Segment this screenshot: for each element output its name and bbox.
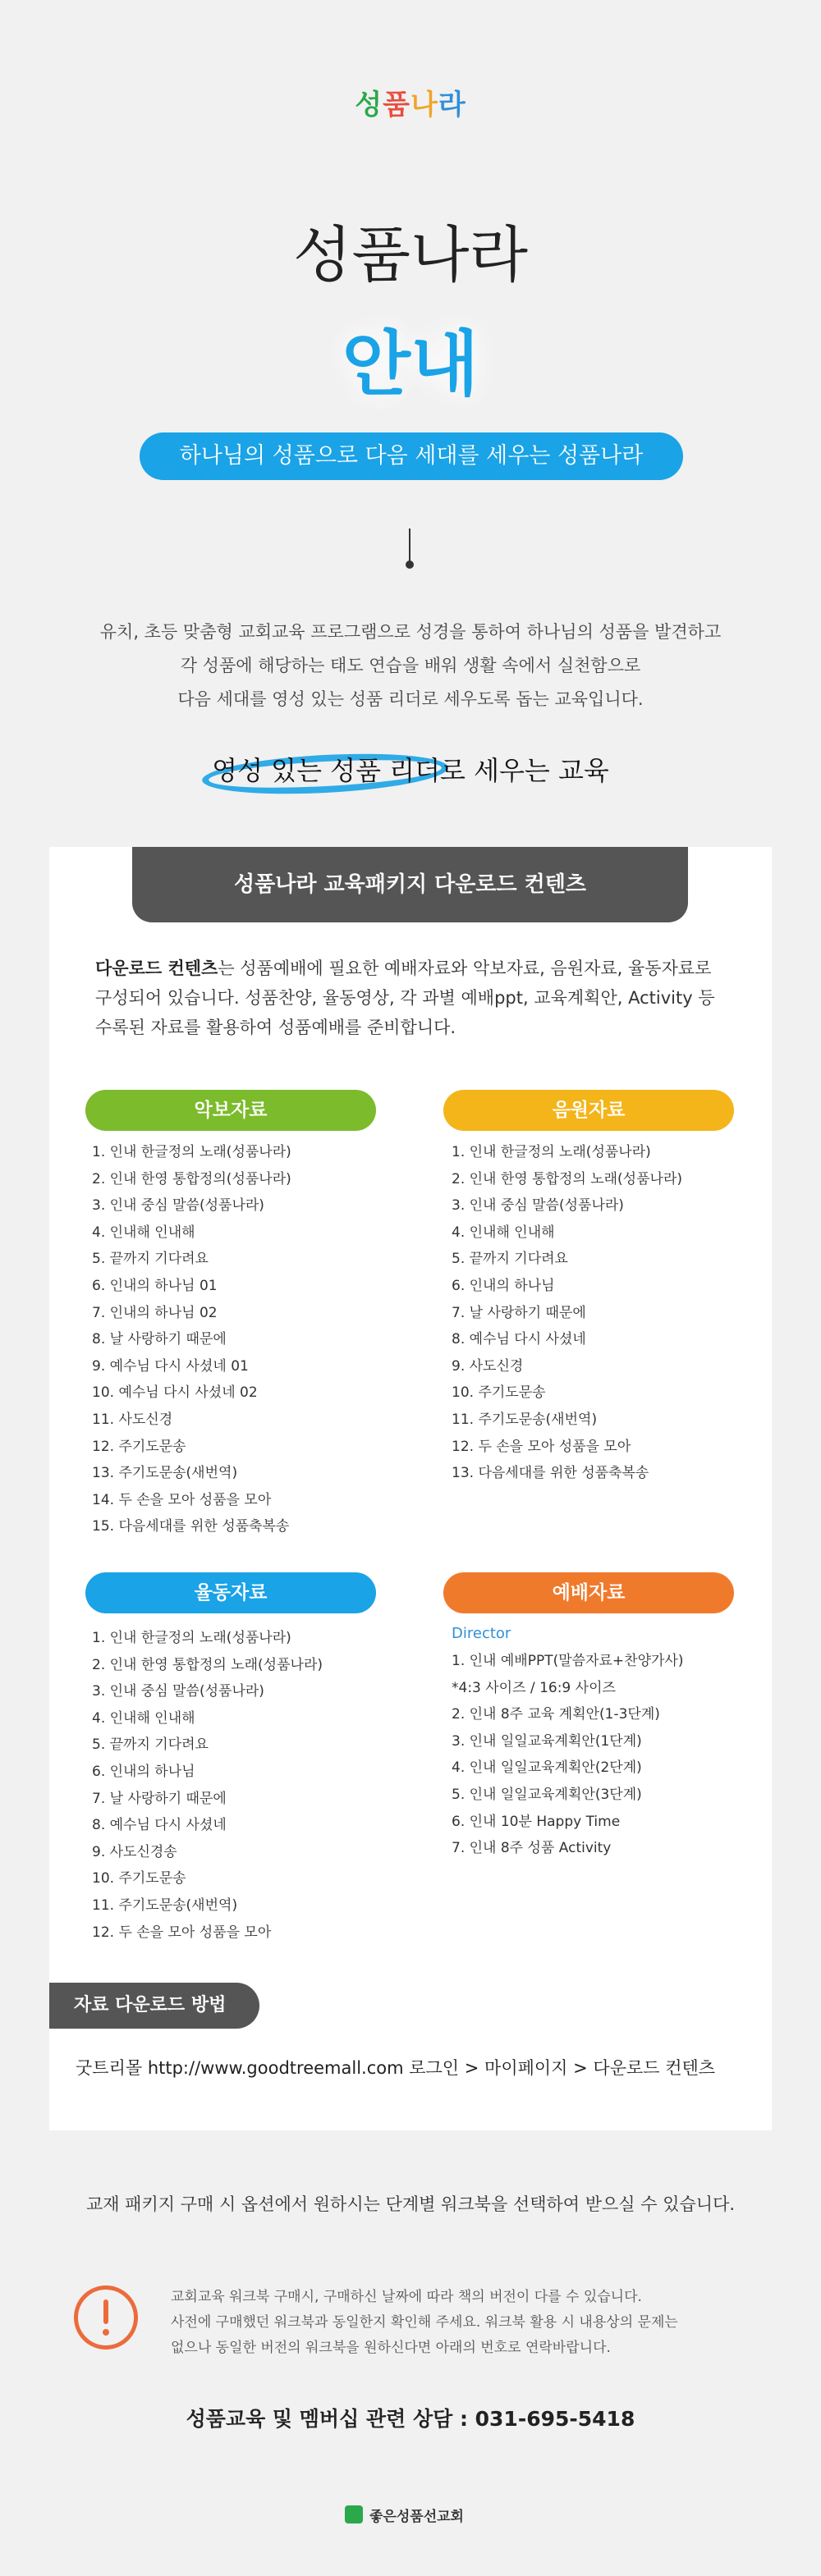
list-item: 7. 날 사랑하기 때문에 <box>452 1304 586 1321</box>
intro-line: 유치, 초등 맞춤형 교회교육 프로그램으로 성경을 통하여 하나님의 성품을 발견하고 <box>99 622 722 642</box>
list-item: 6. 인내 10분 Happy Time <box>452 1813 621 1830</box>
list-item: *4:3 사이즈 / 16:9 사이즈 <box>452 1679 616 1696</box>
list-item: 4. 인내해 인내해 <box>92 1709 195 1727</box>
tagline-banner: 하나님의 성품으로 다음 세대를 세우는 성품나라 <box>140 432 683 480</box>
intro-line: 다음 세대를 영성 있는 성품 리더로 세우도록 돕는 교육입니다. <box>177 689 644 709</box>
warning-line: 교회교육 워크북 구매시, 구매하신 날짜에 따라 책의 버전이 다를 수 있습니다. <box>171 2289 642 2305</box>
list-item: 3. 인내 중심 말씀(성품나라) <box>92 1683 264 1700</box>
list-item: 3. 인내 일일교육계획안(1단계) <box>452 1732 642 1750</box>
list-item: 15. 다음세대를 위한 성품축복송 <box>92 1518 290 1535</box>
section-audio-title: 음원자료 <box>443 1090 734 1131</box>
worship-subtitle: Director <box>452 1625 511 1642</box>
list-item: 5. 끝까지 기다려요 <box>452 1251 568 1268</box>
list-item: 11. 주기도문송(새번역) <box>452 1411 598 1428</box>
intro-text <box>0 615 821 716</box>
list-item: 14. 두 손을 모아 성품을 모아 <box>92 1491 272 1508</box>
section-dance-title: 율동자료 <box>85 1572 376 1613</box>
footer-tree-icon <box>345 2505 363 2523</box>
warning-text <box>171 2285 762 2361</box>
workbook-note: 교재 패키지 구매 시 옵션에서 원하시는 단계별 워크북을 선택하여 받으실 수 있습니다. <box>85 2194 736 2214</box>
list-item: 4. 인내해 인내해 <box>452 1224 555 1241</box>
worship-list <box>452 1648 772 1862</box>
warning-icon-dot <box>103 2329 109 2336</box>
desc-text: 구성되어 있습니다. 성품찬양, 율동영상, 각 과별 예배ppt, 교육계획안, Activity 등 <box>95 988 715 1008</box>
list-item: 6. 인내의 하나님 01 <box>92 1277 218 1294</box>
list-item: 10. 주기도문송 <box>92 1870 186 1887</box>
intro-line: 각 성품에 해당하는 태도 연습을 배워 생활 속에서 실천함으로 <box>180 656 641 675</box>
list-item: 4. 인내해 인내해 <box>92 1224 195 1241</box>
list-item: 12. 두 손을 모아 성품을 모아 <box>92 1924 272 1941</box>
list-item: 7. 인내의 하나님 02 <box>92 1304 218 1321</box>
audio-list <box>452 1139 772 1487</box>
warning-line: 사전에 구매했던 워크북과 동일한지 확인해 주세요. 워크북 활용 시 내용상의 문제는 <box>171 2314 678 2331</box>
divider-dot <box>406 560 414 569</box>
list-item: 2. 인내 한영 통합정의 노래(성품나라) <box>452 1170 683 1187</box>
desc-text: 수록된 자료를 활용하여 성품예배를 준비합니다. <box>95 1018 456 1037</box>
brand-logo <box>0 82 821 122</box>
mission-text: 영성 있는 성품 리더로 세우는 교육 <box>212 755 609 786</box>
footer-logo <box>337 2503 501 2528</box>
list-item: 2. 인내 한영 통합정의 노래(성품나라) <box>92 1656 323 1673</box>
list-item: 5. 끝까지 기다려요 <box>92 1251 209 1268</box>
card-header: 성품나라 교육패키지 다운로드 컨텐츠 <box>132 847 688 922</box>
page-title: 성품나라 <box>293 220 528 291</box>
logo-char-4: 라 <box>438 89 466 121</box>
list-item: 8. 날 사랑하기 때문에 <box>92 1331 227 1348</box>
mission-statement <box>197 739 624 804</box>
list-item: 9. 사도신경송 <box>92 1843 177 1860</box>
list-item: 8. 예수님 다시 사셨네 <box>92 1817 227 1834</box>
list-item: 1. 인내 한글정의 노래(성품나라) <box>92 1144 291 1160</box>
list-item: 10. 주기도문송 <box>452 1384 546 1402</box>
list-item: 3. 인내 중심 말씀(성품나라) <box>92 1197 264 1215</box>
list-item: 2. 인내 한영 통합정의(성품나라) <box>92 1170 291 1187</box>
warning-icon-bar <box>103 2299 108 2324</box>
list-item: 13. 다음세대를 위한 성품축복송 <box>452 1465 649 1482</box>
list-item: 11. 주기도문송(새번역) <box>92 1897 238 1914</box>
list-item: 5. 끝까지 기다려요 <box>92 1736 209 1754</box>
list-item: 6. 인내의 하나님 <box>452 1277 555 1294</box>
list-item: 12. 주기도문송 <box>92 1438 186 1455</box>
sheet-music-list <box>92 1139 412 1540</box>
list-item: 7. 인내 8주 성품 Activity <box>452 1840 612 1857</box>
list-item: 1. 인내 한글정의 노래(성품나라) <box>92 1630 291 1646</box>
warning-line: 없으나 동일한 버전의 워크북을 원하신다면 아래의 번호로 연락바랍니다. <box>171 2340 611 2356</box>
list-item: 1. 인내 한글정의 노래(성품나라) <box>452 1144 651 1160</box>
section-worship-title: 예배자료 <box>443 1572 734 1613</box>
contact-info: 성품교육 및 멤버십 관련 상담 : 031-695-5418 <box>186 2407 635 2431</box>
page-subtitle: 안내 <box>342 323 479 405</box>
dance-list <box>92 1625 412 1946</box>
logo-char-2: 품 <box>383 89 410 121</box>
list-item: 2. 인내 8주 교육 계획안(1-3단계) <box>452 1706 660 1723</box>
logo-char-3: 나 <box>410 89 438 121</box>
list-item: 4. 인내 일일교육계획안(2단계) <box>452 1759 642 1777</box>
list-item: 13. 주기도문송(새번역) <box>92 1465 238 1482</box>
list-item: 6. 인내의 하나님 <box>92 1763 195 1780</box>
card-description <box>95 954 744 1042</box>
list-item: 3. 인내 중심 말씀(성품나라) <box>452 1197 624 1215</box>
list-item: 1. 인내 예배PPT(말씀자료+찬양가사) <box>452 1653 684 1669</box>
download-path: 굿트리몰 http://www.goodtreemall.com 로그인 > 마이페이지 > 다운로드 컨텐츠 <box>76 2058 716 2078</box>
list-item: 5. 인내 일일교육계획안(3단계) <box>452 1786 642 1803</box>
desc-text: 는 성품예배에 필요한 예배자료와 악보자료, 음원자료, 율동자료로 <box>218 959 712 978</box>
list-item: 10. 예수님 다시 사셨네 02 <box>92 1384 258 1402</box>
logo-char-1: 성 <box>355 89 383 121</box>
footer-org-name: 좋은성품선교회 <box>369 2509 464 2525</box>
list-item: 12. 두 손을 모아 성품을 모아 <box>452 1438 631 1455</box>
list-item: 8. 예수님 다시 사셨네 <box>452 1331 586 1348</box>
list-item: 11. 사도신경 <box>92 1411 173 1428</box>
section-sheet-music-title: 악보자료 <box>85 1090 376 1131</box>
divider-line <box>409 528 410 565</box>
desc-bold: 다운로드 컨텐츠 <box>95 959 218 978</box>
download-method-tab: 자료 다운로드 방법 <box>49 1983 259 2029</box>
list-item: 9. 사도신경 <box>452 1357 524 1375</box>
list-item: 9. 예수님 다시 사셨네 01 <box>92 1357 249 1375</box>
list-item: 7. 날 사랑하기 때문에 <box>92 1790 227 1807</box>
